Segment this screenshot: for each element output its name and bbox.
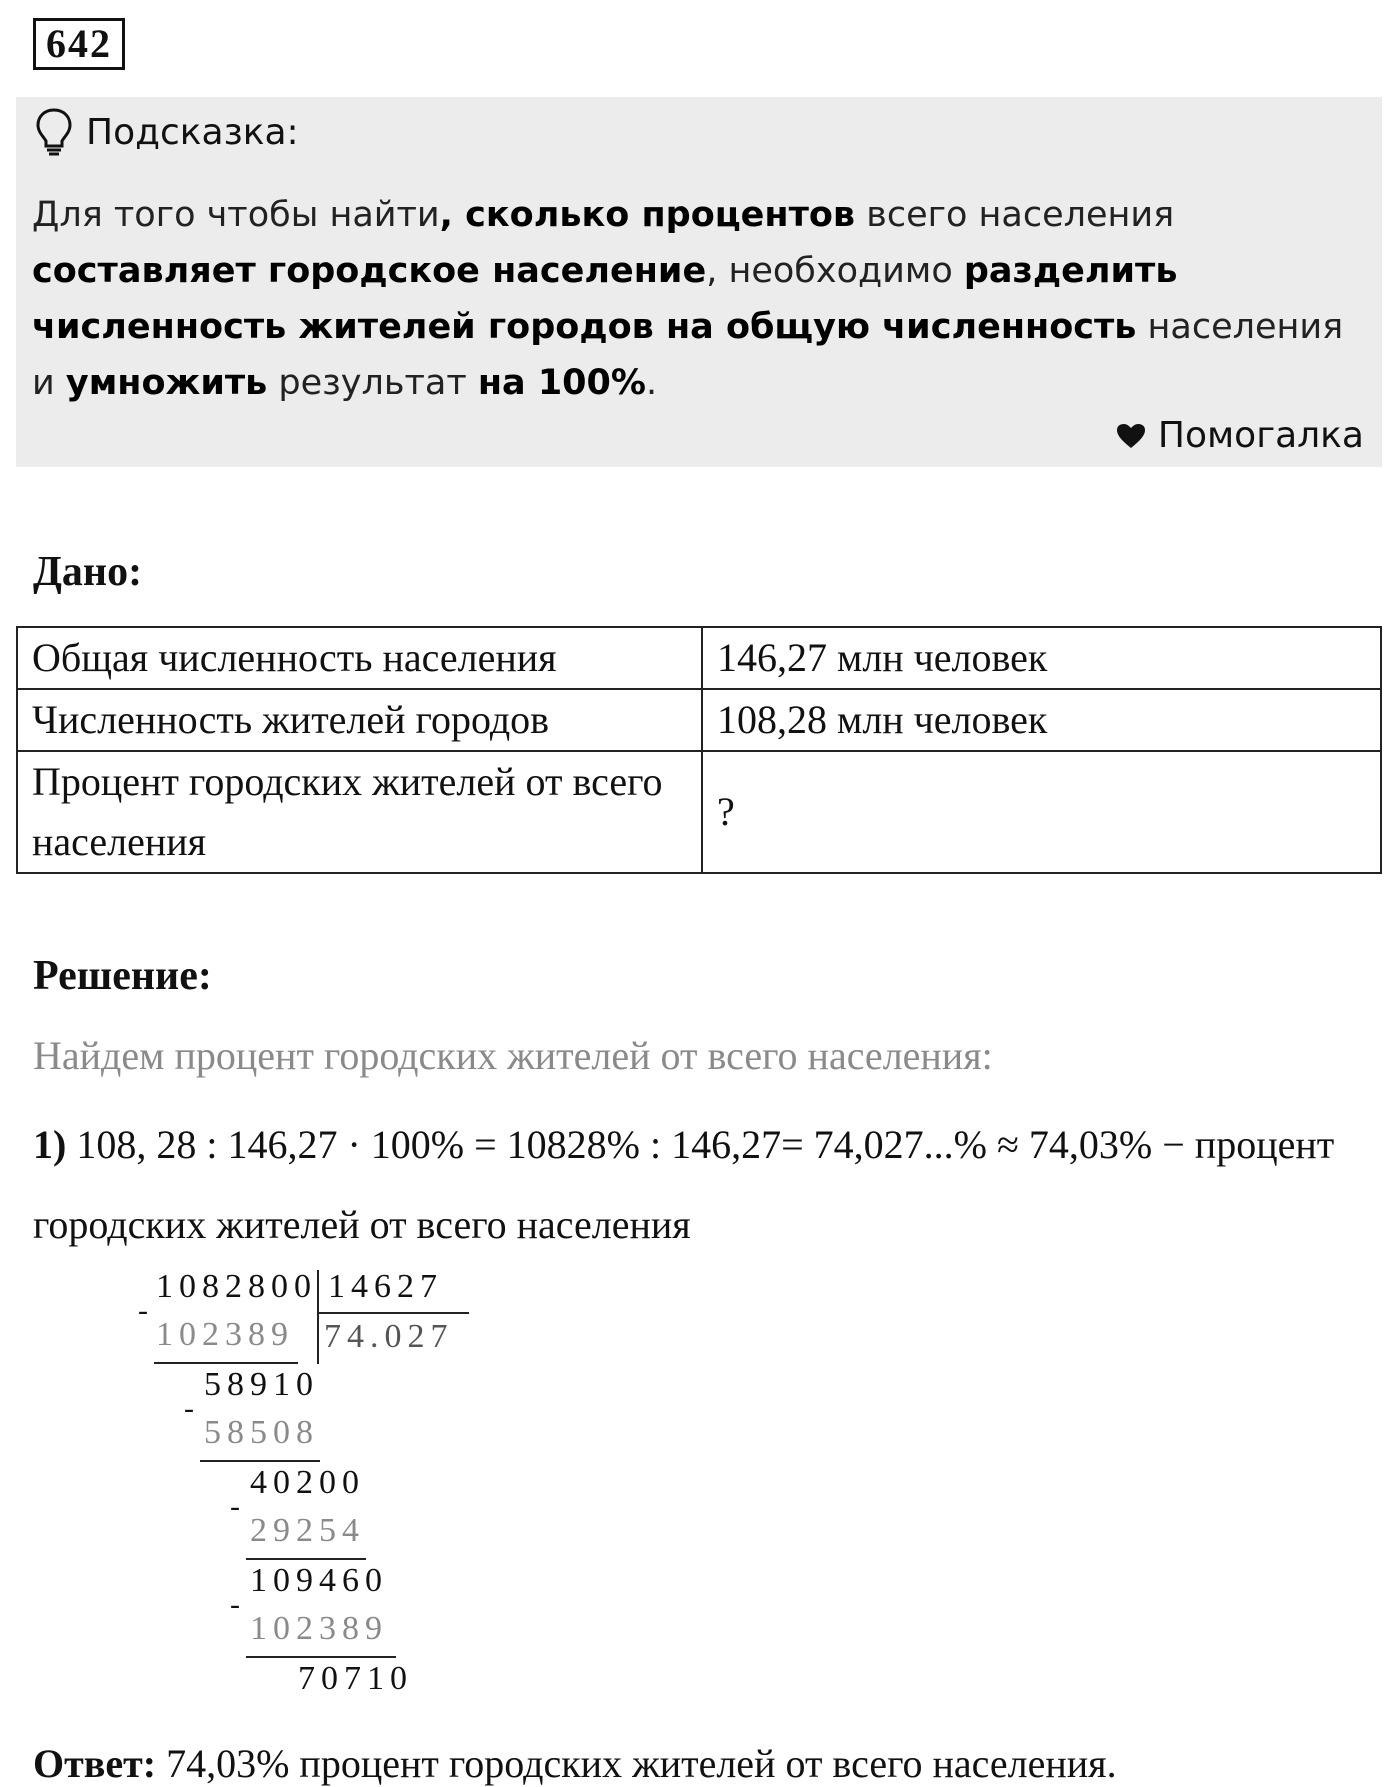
hint-header [34, 107, 299, 157]
given-heading: Дано: [33, 549, 143, 595]
given-value: 108,28 млн человек [702, 689, 1381, 751]
ld-quotient: 74.027 [324, 1318, 454, 1355]
ld-underline [154, 1362, 298, 1364]
hint-footer-label: Помогалка [1157, 415, 1364, 456]
ld-minus: - [138, 1294, 148, 1327]
ld-step: 58910 [204, 1366, 319, 1403]
ld-divisor: 14627 [328, 1268, 443, 1305]
hint-segment: Для того чтобы найти [32, 195, 440, 235]
answer [33, 1740, 1117, 1787]
given-label: Численность жителей городов [17, 689, 702, 751]
hint-segment: результат [267, 363, 478, 403]
hint-segment: всего населения [855, 195, 1175, 235]
ld-minus: - [230, 1588, 240, 1621]
hint-segment: на 100% [477, 363, 646, 403]
ld-minus: - [184, 1392, 194, 1425]
ld-minus: - [230, 1490, 240, 1523]
hint-text [32, 187, 1352, 411]
ld-step: 58508 [204, 1414, 319, 1451]
hint-segment: составляет городское население [32, 251, 707, 291]
ld-underline [246, 1656, 396, 1658]
ld-divider-vertical [317, 1270, 319, 1364]
ld-dividend: 1082800 [156, 1268, 317, 1305]
ld-underline [200, 1460, 320, 1462]
solution-step [33, 1105, 1373, 1265]
hint-box [16, 97, 1382, 467]
hint-segment: населения и [32, 307, 1344, 403]
answer-text: 74,03% процент городских жителей от всего населения. [156, 1741, 1117, 1786]
table-row [17, 751, 1381, 873]
ld-step: 29254 [250, 1512, 365, 1549]
ld-step: 102389 [250, 1610, 388, 1647]
given-label: Общая численность населения [17, 627, 702, 689]
ld-step: 109460 [250, 1562, 388, 1599]
step-number: 1) [33, 1122, 67, 1167]
hint-segment: . [645, 363, 658, 403]
given-value: 146,27 млн человек [702, 627, 1381, 689]
ld-step: 102389 [156, 1316, 294, 1353]
answer-label: Ответ: [33, 1741, 157, 1786]
hint-segment: , необходимо [706, 251, 964, 291]
lightbulb-icon [34, 107, 74, 157]
table-row [17, 627, 1381, 689]
ld-divisor-underline [319, 1312, 469, 1314]
ld-step: 70710 [298, 1660, 413, 1697]
heart-icon [1116, 423, 1146, 449]
hint-segment: , сколько процентов [439, 195, 856, 235]
given-table [16, 626, 1382, 874]
step-text: 108, 28 : 146,27 · 100% = 10828% : 146,27= 74,027...% ≈ 74,03% − процент городских жителей от всего населения [33, 1122, 1335, 1247]
ld-step: 40200 [250, 1464, 365, 1501]
long-division [130, 1268, 480, 1718]
hint-title: Подсказка: [86, 111, 299, 153]
task-number: 642 [33, 18, 125, 70]
solution-intro: Найдем процент городских жителей от всего населения: [33, 1033, 993, 1078]
given-value: ? [702, 751, 1381, 873]
given-label: Процент городских жителей от всего населения [17, 751, 702, 873]
hint-segment: разделить численность жителей городов на общую численность [32, 251, 1178, 347]
solution-heading: Решение: [33, 953, 212, 999]
ld-underline [246, 1558, 366, 1560]
hint-segment: умножить [65, 363, 268, 403]
hint-footer [1116, 415, 1364, 456]
table-row [17, 689, 1381, 751]
